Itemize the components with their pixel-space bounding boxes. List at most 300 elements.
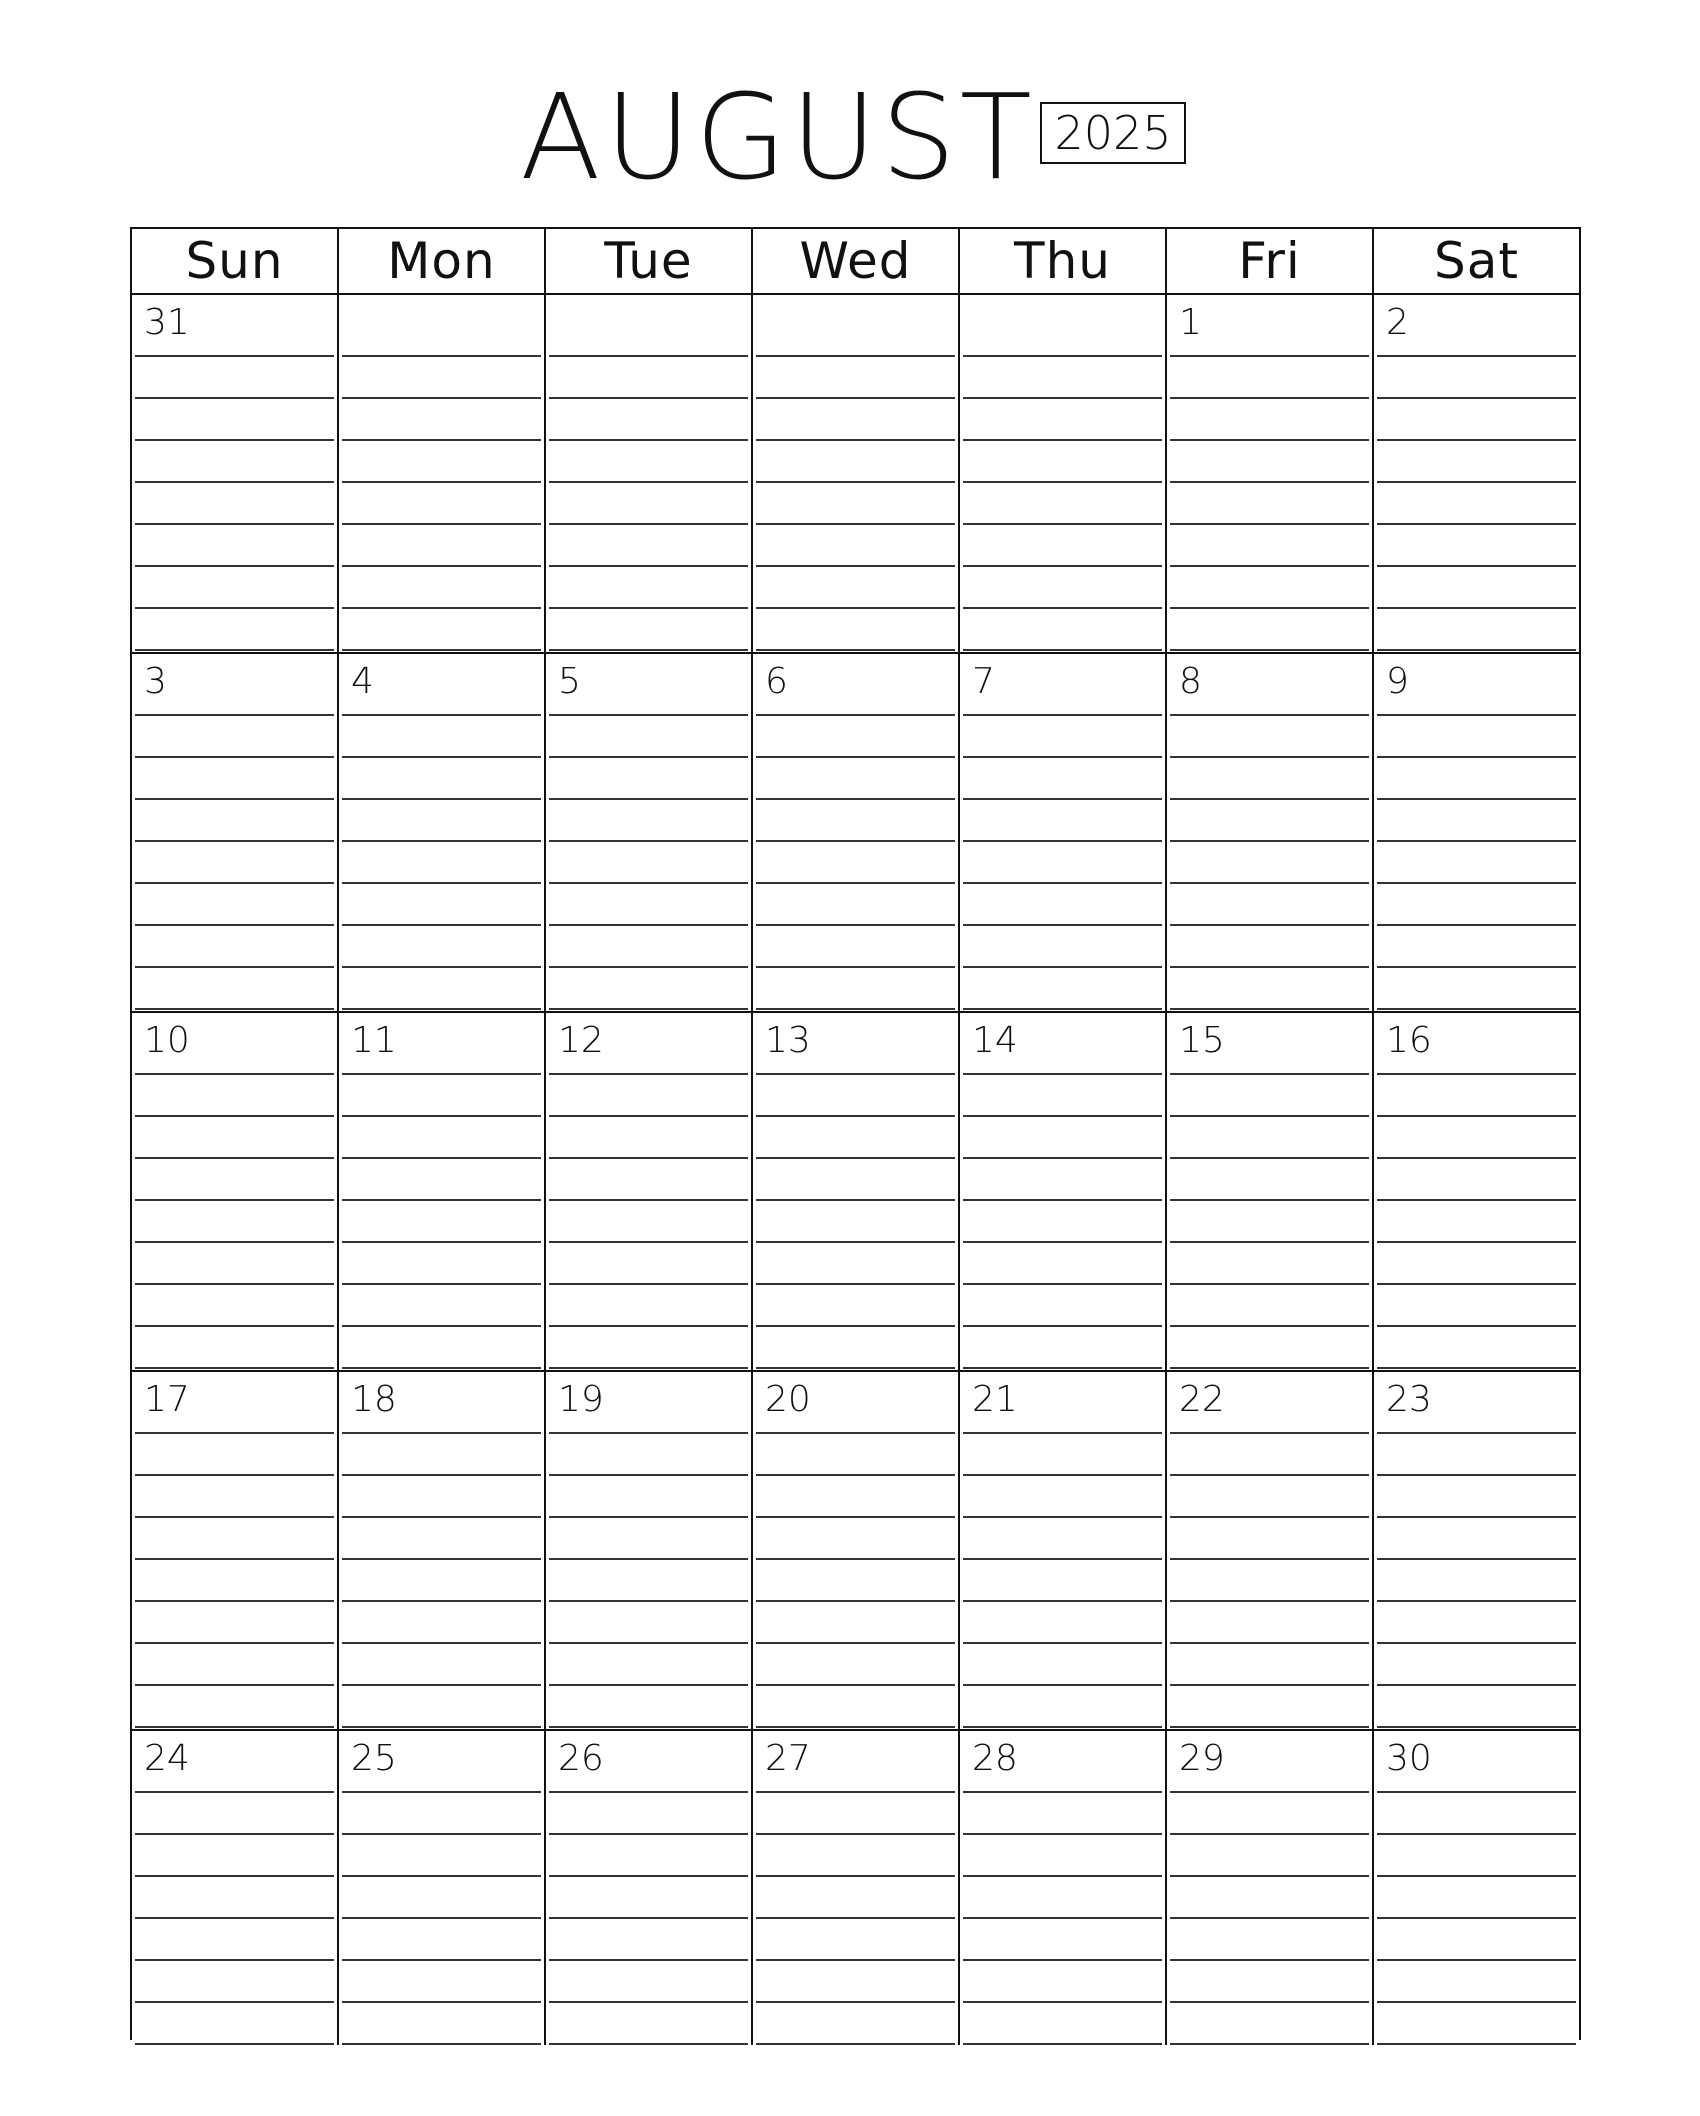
year-badge: 2025 [1040,102,1186,164]
week-row [132,1372,1579,1731]
writing-line [342,565,541,567]
writing-line [342,840,541,842]
day-cell[interactable] [132,295,339,652]
day-cell[interactable] [132,1372,339,1729]
writing-line [549,882,748,884]
writing-line [1377,397,1576,399]
writing-line [342,966,541,968]
writing-line [342,355,541,357]
writing-line [342,1115,541,1117]
writing-line [1377,2001,1576,2003]
day-number: 12 [558,1020,604,1061]
day-number: 17 [144,1379,190,1420]
day-cell[interactable] [546,654,753,1011]
writing-line [756,1115,955,1117]
writing-line [135,1432,334,1434]
writing-line [1170,1008,1369,1010]
writing-line [135,1325,334,1327]
writing-line [135,607,334,609]
writing-line [1170,607,1369,609]
day-cell[interactable] [753,1731,960,2045]
weekday-tue: Tue [546,229,753,293]
writing-line [963,756,1162,758]
week-row [132,295,1579,654]
week-row [132,654,1579,1013]
writing-line [135,1833,334,1835]
day-cell[interactable] [960,1731,1167,2045]
day-cell[interactable] [960,295,1167,652]
writing-line [756,1325,955,1327]
writing-line [135,481,334,483]
writing-lines [342,1073,541,1370]
writing-line [1377,1516,1576,1518]
day-number: 18 [351,1379,397,1420]
writing-line [963,649,1162,651]
writing-line [1170,1367,1369,1369]
writing-line [1170,924,1369,926]
writing-line [342,2001,541,2003]
writing-line [1170,439,1369,441]
writing-line [756,882,955,884]
writing-lines [1170,714,1369,1011]
month-title: AUGUST [520,68,1036,206]
writing-line [1377,1073,1576,1075]
writing-line [1170,1073,1369,1075]
writing-line [135,882,334,884]
day-cell[interactable] [1374,654,1579,1011]
weekday-sat: Sat [1434,232,1519,290]
writing-line [1377,1283,1576,1285]
writing-line [1377,1684,1576,1686]
writing-line [756,355,955,357]
writing-line [756,1073,955,1075]
writing-line [963,1474,1162,1476]
writing-line [1170,1875,1369,1877]
writing-line [963,1367,1162,1369]
day-cell[interactable] [546,1013,753,1370]
writing-line [963,1558,1162,1560]
writing-line [549,607,748,609]
writing-line [1170,714,1369,716]
day-number: 11 [351,1020,397,1061]
writing-line [342,1367,541,1369]
writing-line [135,1726,334,1728]
writing-line [963,1073,1162,1075]
writing-lines [549,1073,748,1370]
writing-lines [963,1791,1162,2045]
day-number: 29 [1179,1738,1225,1779]
writing-line [342,1474,541,1476]
day-number: 16 [1386,1020,1432,1061]
writing-lines [756,355,955,652]
writing-line [549,1642,748,1644]
writing-line [135,1367,334,1369]
day-cell[interactable] [546,1372,753,1729]
writing-lines [342,355,541,652]
writing-line [756,2043,955,2045]
writing-line [135,1917,334,1919]
calendar-grid [130,227,1581,2040]
writing-line [756,397,955,399]
day-cell[interactable] [1374,1013,1579,1370]
writing-lines [135,1432,334,1729]
writing-line [135,1474,334,1476]
writing-line [549,2043,748,2045]
writing-line [963,1684,1162,1686]
writing-line [549,756,748,758]
day-cell[interactable] [1167,1013,1374,1370]
week-row [132,1731,1579,2045]
day-number: 1 [1179,302,1202,343]
writing-line [135,1241,334,1243]
writing-line [756,1241,955,1243]
writing-lines [1170,355,1369,652]
writing-line [756,1600,955,1602]
writing-line [342,798,541,800]
writing-lines [342,1432,541,1729]
day-cell[interactable] [1374,295,1579,652]
writing-line [756,2001,955,2003]
writing-line [756,756,955,758]
writing-line [135,714,334,716]
writing-line [342,882,541,884]
writing-line [1377,2043,1576,2045]
writing-line [549,481,748,483]
day-number: 4 [351,661,374,702]
writing-lines [342,1791,541,2045]
writing-line [963,2001,1162,2003]
writing-line [342,1073,541,1075]
writing-line [549,397,748,399]
writing-line [1170,840,1369,842]
day-cell[interactable] [132,1731,339,2045]
writing-line [1170,523,1369,525]
writing-lines [549,355,748,652]
day-cell[interactable] [960,1372,1167,1729]
writing-line [135,1875,334,1877]
writing-line [756,1432,955,1434]
week-row [132,1013,1579,1372]
writing-line [756,798,955,800]
calendar-title [0,68,1700,206]
writing-line [1170,481,1369,483]
writing-line [756,1875,955,1877]
writing-line [1377,439,1576,441]
day-number: 23 [1386,1379,1432,1420]
writing-line [1170,355,1369,357]
writing-line [135,565,334,567]
day-cell[interactable] [1167,1731,1374,2045]
day-number: 6 [765,661,788,702]
writing-line [963,1791,1162,1793]
writing-line [549,1157,748,1159]
day-number: 2 [1386,302,1409,343]
writing-line [963,523,1162,525]
day-number: 13 [765,1020,811,1061]
weeks-container [132,295,1579,2045]
writing-line [1170,397,1369,399]
writing-line [1377,1791,1576,1793]
writing-line [1377,1115,1576,1117]
writing-lines [1170,1791,1369,2045]
writing-line [342,714,541,716]
writing-line [1170,882,1369,884]
writing-line [963,1199,1162,1201]
writing-line [342,1558,541,1560]
day-cell[interactable] [339,1731,546,2045]
writing-line [1170,798,1369,800]
writing-line [549,1115,748,1117]
weekday-header [132,229,1579,295]
writing-line [135,1642,334,1644]
writing-line [549,1474,748,1476]
writing-line [963,2043,1162,2045]
writing-line [549,1199,748,1201]
writing-line [135,1073,334,1075]
writing-lines [1377,1432,1576,1729]
writing-lines [135,1073,334,1370]
day-number: 15 [1179,1020,1225,1061]
writing-line [963,882,1162,884]
day-number: 7 [972,661,995,702]
day-cell[interactable] [753,1013,960,1370]
day-cell[interactable] [753,654,960,1011]
writing-line [342,607,541,609]
writing-line [756,439,955,441]
writing-line [549,1959,748,1961]
writing-line [549,439,748,441]
writing-line [963,1432,1162,1434]
day-number: 24 [144,1738,190,1779]
writing-line [756,1917,955,1919]
writing-line [1377,1241,1576,1243]
writing-line [963,439,1162,441]
writing-lines [549,714,748,1011]
writing-line [549,966,748,968]
writing-line [1377,523,1576,525]
writing-line [1377,1875,1576,1877]
writing-line [963,607,1162,609]
writing-lines [549,1791,748,2045]
writing-line [549,1875,748,1877]
writing-lines [1377,1073,1576,1370]
day-cell[interactable] [339,1372,546,1729]
writing-line [756,1008,955,1010]
writing-line [135,966,334,968]
writing-line [342,1917,541,1919]
writing-line [1377,714,1576,716]
writing-lines [963,1432,1162,1729]
writing-line [963,1157,1162,1159]
writing-line [963,565,1162,567]
writing-line [963,924,1162,926]
writing-line [549,798,748,800]
writing-line [756,1558,955,1560]
writing-line [1377,1558,1576,1560]
writing-line [963,1600,1162,1602]
writing-line [342,1833,541,1835]
writing-lines [1170,1073,1369,1370]
day-number: 27 [765,1738,811,1779]
writing-lines [1377,1791,1576,2045]
writing-line [342,924,541,926]
writing-lines [756,1073,955,1370]
writing-line [756,924,955,926]
writing-lines [756,1791,955,2045]
writing-lines [135,355,334,652]
writing-line [1170,966,1369,968]
writing-line [1377,1367,1576,1369]
writing-line [1377,966,1576,968]
day-cell[interactable] [546,1731,753,2045]
writing-line [1377,1432,1576,1434]
day-number: 14 [972,1020,1018,1061]
writing-line [549,2001,748,2003]
day-cell[interactable] [546,295,753,652]
writing-line [1170,1157,1369,1159]
writing-line [342,2043,541,2045]
day-cell[interactable] [339,1013,546,1370]
writing-lines [1170,1432,1369,1729]
writing-line [1170,1241,1369,1243]
writing-line [963,1241,1162,1243]
writing-line [135,1600,334,1602]
writing-line [1170,1600,1369,1602]
writing-line [1170,565,1369,567]
writing-lines [135,714,334,1011]
writing-line [549,1367,748,1369]
day-cell[interactable] [339,295,546,652]
day-number: 21 [972,1379,1018,1420]
day-number: 22 [1179,1379,1225,1420]
writing-line [963,798,1162,800]
writing-lines [963,714,1162,1011]
day-cell[interactable] [1167,295,1374,652]
writing-line [756,1684,955,1686]
writing-line [756,481,955,483]
writing-line [756,1642,955,1644]
writing-line [756,840,955,842]
writing-lines [549,1432,748,1729]
writing-line [1377,1157,1576,1159]
writing-line [135,523,334,525]
writing-line [342,1791,541,1793]
writing-line [756,1474,955,1476]
writing-line [1170,1642,1369,1644]
writing-line [756,607,955,609]
day-cell[interactable] [960,654,1167,1011]
day-number: 28 [972,1738,1018,1779]
weekday-sun: Sun [132,229,339,293]
writing-line [756,1833,955,1835]
writing-line [1170,2001,1369,2003]
writing-line [1170,1959,1369,1961]
writing-line [963,1008,1162,1010]
writing-line [756,714,955,716]
writing-line [342,1283,541,1285]
day-number: 25 [351,1738,397,1779]
writing-line [1377,1199,1576,1201]
writing-line [756,1959,955,1961]
writing-lines [756,714,955,1011]
writing-line [1377,1325,1576,1327]
writing-lines [963,1073,1162,1370]
writing-line [135,840,334,842]
writing-line [549,1600,748,1602]
day-cell[interactable] [753,295,960,652]
writing-line [756,1726,955,1728]
writing-line [135,798,334,800]
writing-line [342,1432,541,1434]
writing-line [549,1432,748,1434]
day-cell[interactable] [1374,1372,1579,1729]
writing-line [342,1875,541,1877]
writing-line [342,1325,541,1327]
writing-line [1377,1642,1576,1644]
writing-line [963,481,1162,483]
writing-line [549,1833,748,1835]
writing-line [1170,756,1369,758]
writing-line [1170,1726,1369,1728]
writing-lines [1377,714,1576,1011]
writing-line [963,1516,1162,1518]
writing-line [963,1283,1162,1285]
writing-line [342,1157,541,1159]
writing-line [963,1115,1162,1117]
day-cell[interactable] [339,654,546,1011]
writing-line [135,397,334,399]
writing-line [135,2043,334,2045]
writing-line [756,649,955,651]
writing-line [963,1959,1162,1961]
writing-line [342,1726,541,1728]
weekday-fri: Fri [1167,229,1374,293]
writing-line [963,1642,1162,1644]
writing-line [1170,1684,1369,1686]
writing-line [135,2001,334,2003]
writing-line [549,1791,748,1793]
writing-line [1170,1917,1369,1919]
writing-line [549,1558,748,1560]
day-cell[interactable] [132,654,339,1011]
day-cell[interactable] [1167,654,1374,1011]
day-cell[interactable] [132,1013,339,1370]
writing-line [342,439,541,441]
writing-line [135,924,334,926]
day-number: 30 [1386,1738,1432,1779]
day-cell[interactable] [1167,1372,1374,1729]
writing-line [963,714,1162,716]
day-cell[interactable] [960,1013,1167,1370]
writing-line [135,649,334,651]
writing-line [1170,1283,1369,1285]
day-cell[interactable] [1374,1731,1579,2045]
writing-line [1377,1474,1576,1476]
writing-line [135,1008,334,1010]
writing-line [342,1959,541,1961]
writing-line [549,1241,748,1243]
writing-line [135,1959,334,1961]
writing-line [342,481,541,483]
day-number: 9 [1386,661,1409,702]
writing-line [1170,649,1369,651]
writing-line [1377,481,1576,483]
writing-line [756,1157,955,1159]
writing-line [135,1558,334,1560]
day-cell[interactable] [753,1372,960,1729]
writing-line [549,355,748,357]
writing-line [342,649,541,651]
